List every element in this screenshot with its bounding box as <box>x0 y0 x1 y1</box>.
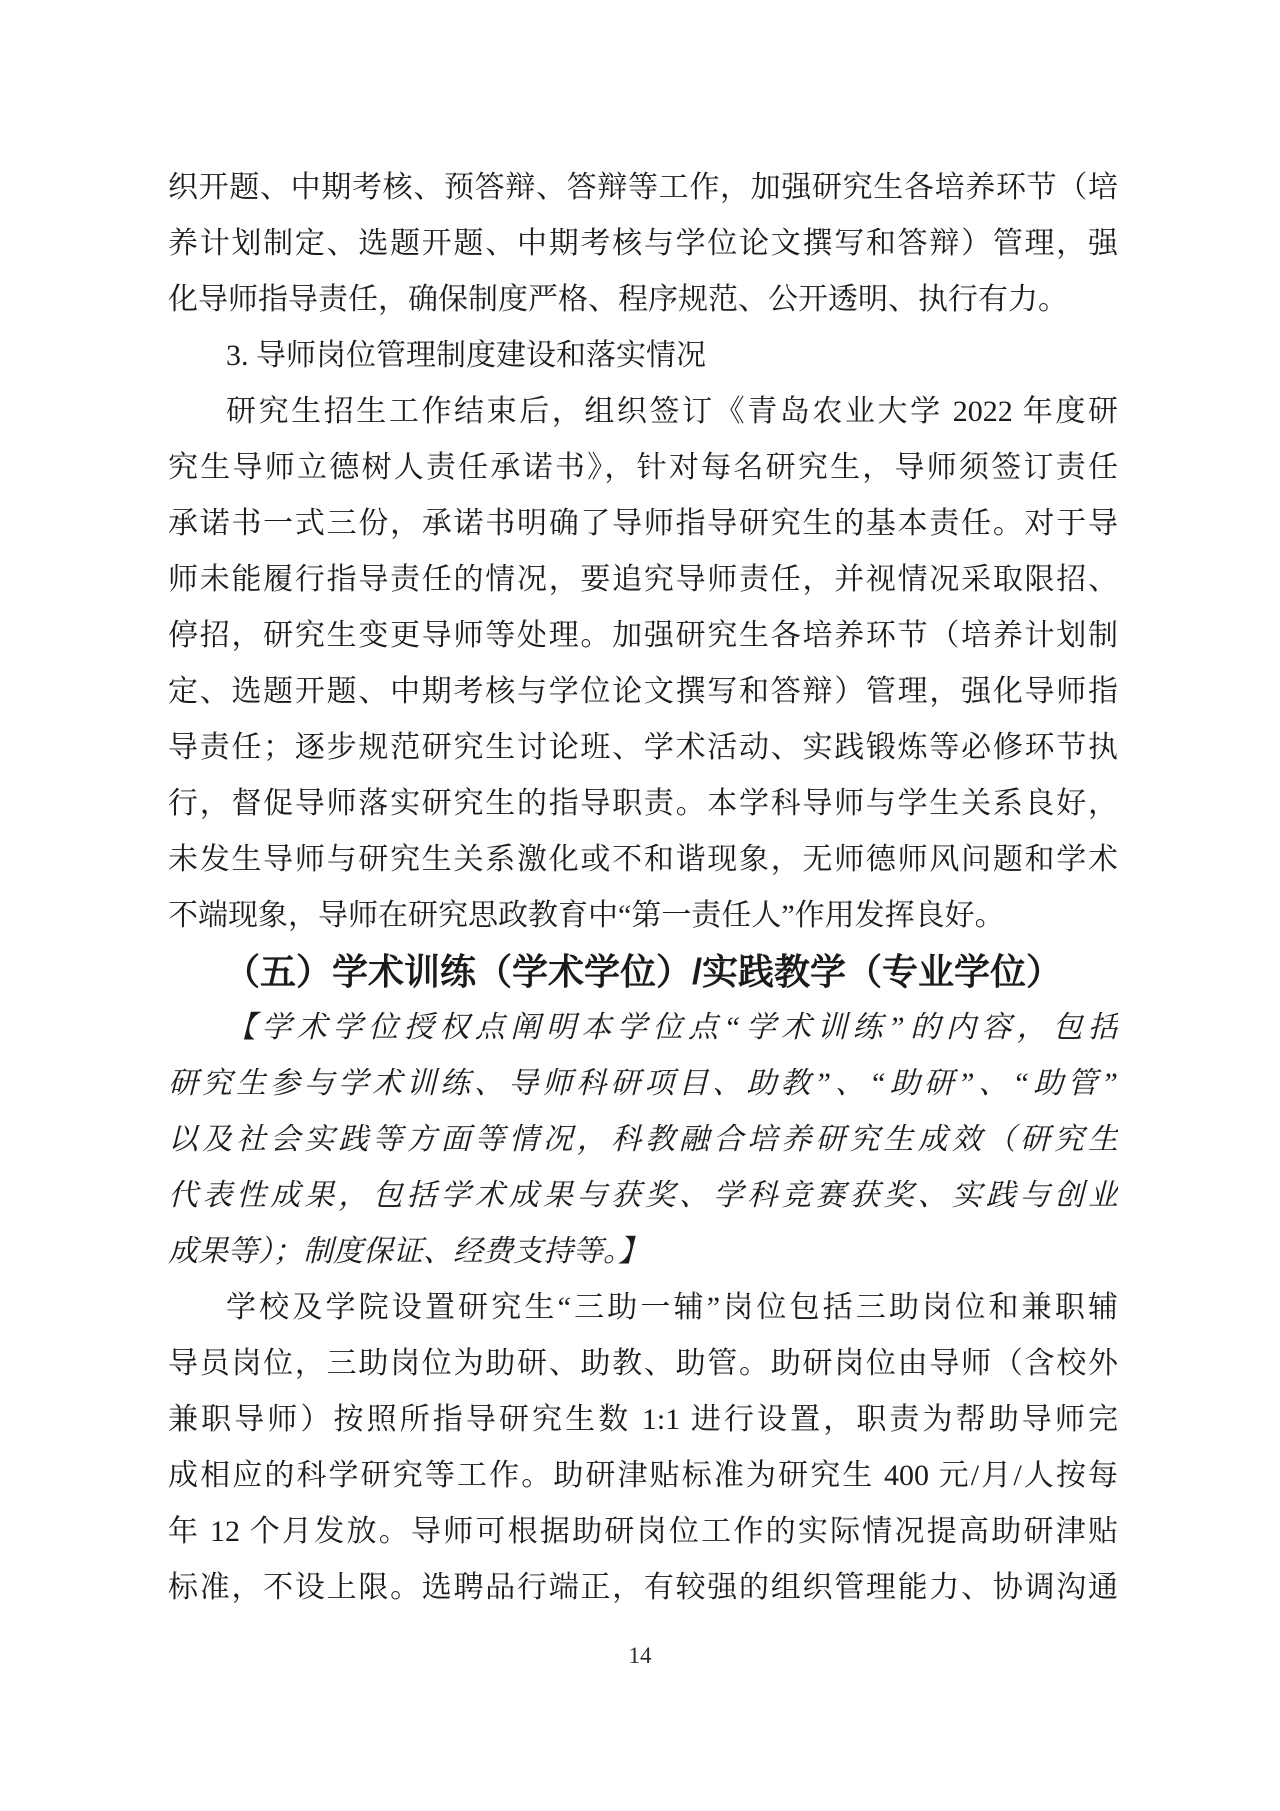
text-line: 【学术学位授权点阐明本学位点“学术训练”的内容，包括 <box>226 1011 1118 1044</box>
text-body <box>168 160 1118 1616</box>
text-line: 兼职导师）按照所指导研究生数 1:1 进行设置，职责为帮助导师完 <box>168 1403 1118 1436</box>
text-line: 3. 导师岗位管理制度建设和落实情况 <box>226 339 706 372</box>
text-line: 代表性成果，包括学术成果与获奖、学科竞赛获奖、实践与创业 <box>168 1179 1118 1212</box>
text-line: 成相应的科学研究等工作。助研津贴标准为研究生 400 元/月/人按每 <box>168 1459 1118 1492</box>
text-line: 未发生导师与研究生关系激化或不和谐现象，无师德师风问题和学术 <box>168 843 1118 876</box>
page-number: 14 <box>628 1643 652 1668</box>
text-line: 承诺书一式三份，承诺书明确了导师指导研究生的基本责任。对于导 <box>168 507 1118 540</box>
text-line: 究生导师立德树人责任承诺书》，针对每名研究生，导师须签订责任 <box>168 451 1118 484</box>
text-line: 以及社会实践等方面等情况，科教融合培养研究生成效（研究生 <box>168 1123 1118 1156</box>
text-line: 导员岗位，三助岗位为助研、助教、助管。助研岗位由导师（含校外 <box>168 1347 1118 1380</box>
text-line: 研究生招生工作结束后，组织签订《青岛农业大学 2022 年度研 <box>226 395 1118 428</box>
text-line: 导责任；逐步规范研究生讨论班、学术活动、实践锻炼等必修环节执 <box>168 731 1118 764</box>
section-heading: （五）学术训练（学术学位）/实践教学（专业学位） <box>223 951 1062 992</box>
text-line: 化导师指导责任，确保制度严格、程序规范、公开透明、执行有力。 <box>168 283 1068 316</box>
text-line: 研究生参与学术训练、导师科研项目、助教”、“助研”、“助管” <box>168 1067 1118 1100</box>
text-line: 成果等）；制度保证、经费支持等。】 <box>168 1235 648 1268</box>
text-line: 定、选题开题、中期考核与学位论文撰写和答辩）管理，强化导师指 <box>168 675 1118 708</box>
text-line: 行，督促导师落实研究生的指导职责。本学科导师与学生关系良好， <box>168 787 1118 820</box>
text-line: 年 12 个月发放。导师可根据助研岗位工作的实际情况提高助研津贴 <box>168 1515 1118 1548</box>
text-line: 学校及学院设置研究生“三助一辅”岗位包括三助岗位和兼职辅 <box>226 1291 1118 1324</box>
text-line: 标准，不设上限。选聘品行端正，有较强的组织管理能力、协调沟通 <box>168 1571 1118 1604</box>
text-line: 师未能履行指导责任的情况，要追究导师责任，并视情况采取限招、 <box>168 563 1118 596</box>
text-line: 停招，研究生变更导师等处理。加强研究生各培养环节（培养计划制 <box>168 619 1118 652</box>
text-line: 不端现象，导师在研究思政教育中“第一责任人”作用发挥良好。 <box>168 899 1005 932</box>
text-line: 织开题、中期考核、预答辩、答辩等工作，加强研究生各培养环节（培 <box>168 171 1118 204</box>
text-line: 养计划制定、选题开题、中期考核与学位论文撰写和答辩）管理，强 <box>168 227 1118 260</box>
